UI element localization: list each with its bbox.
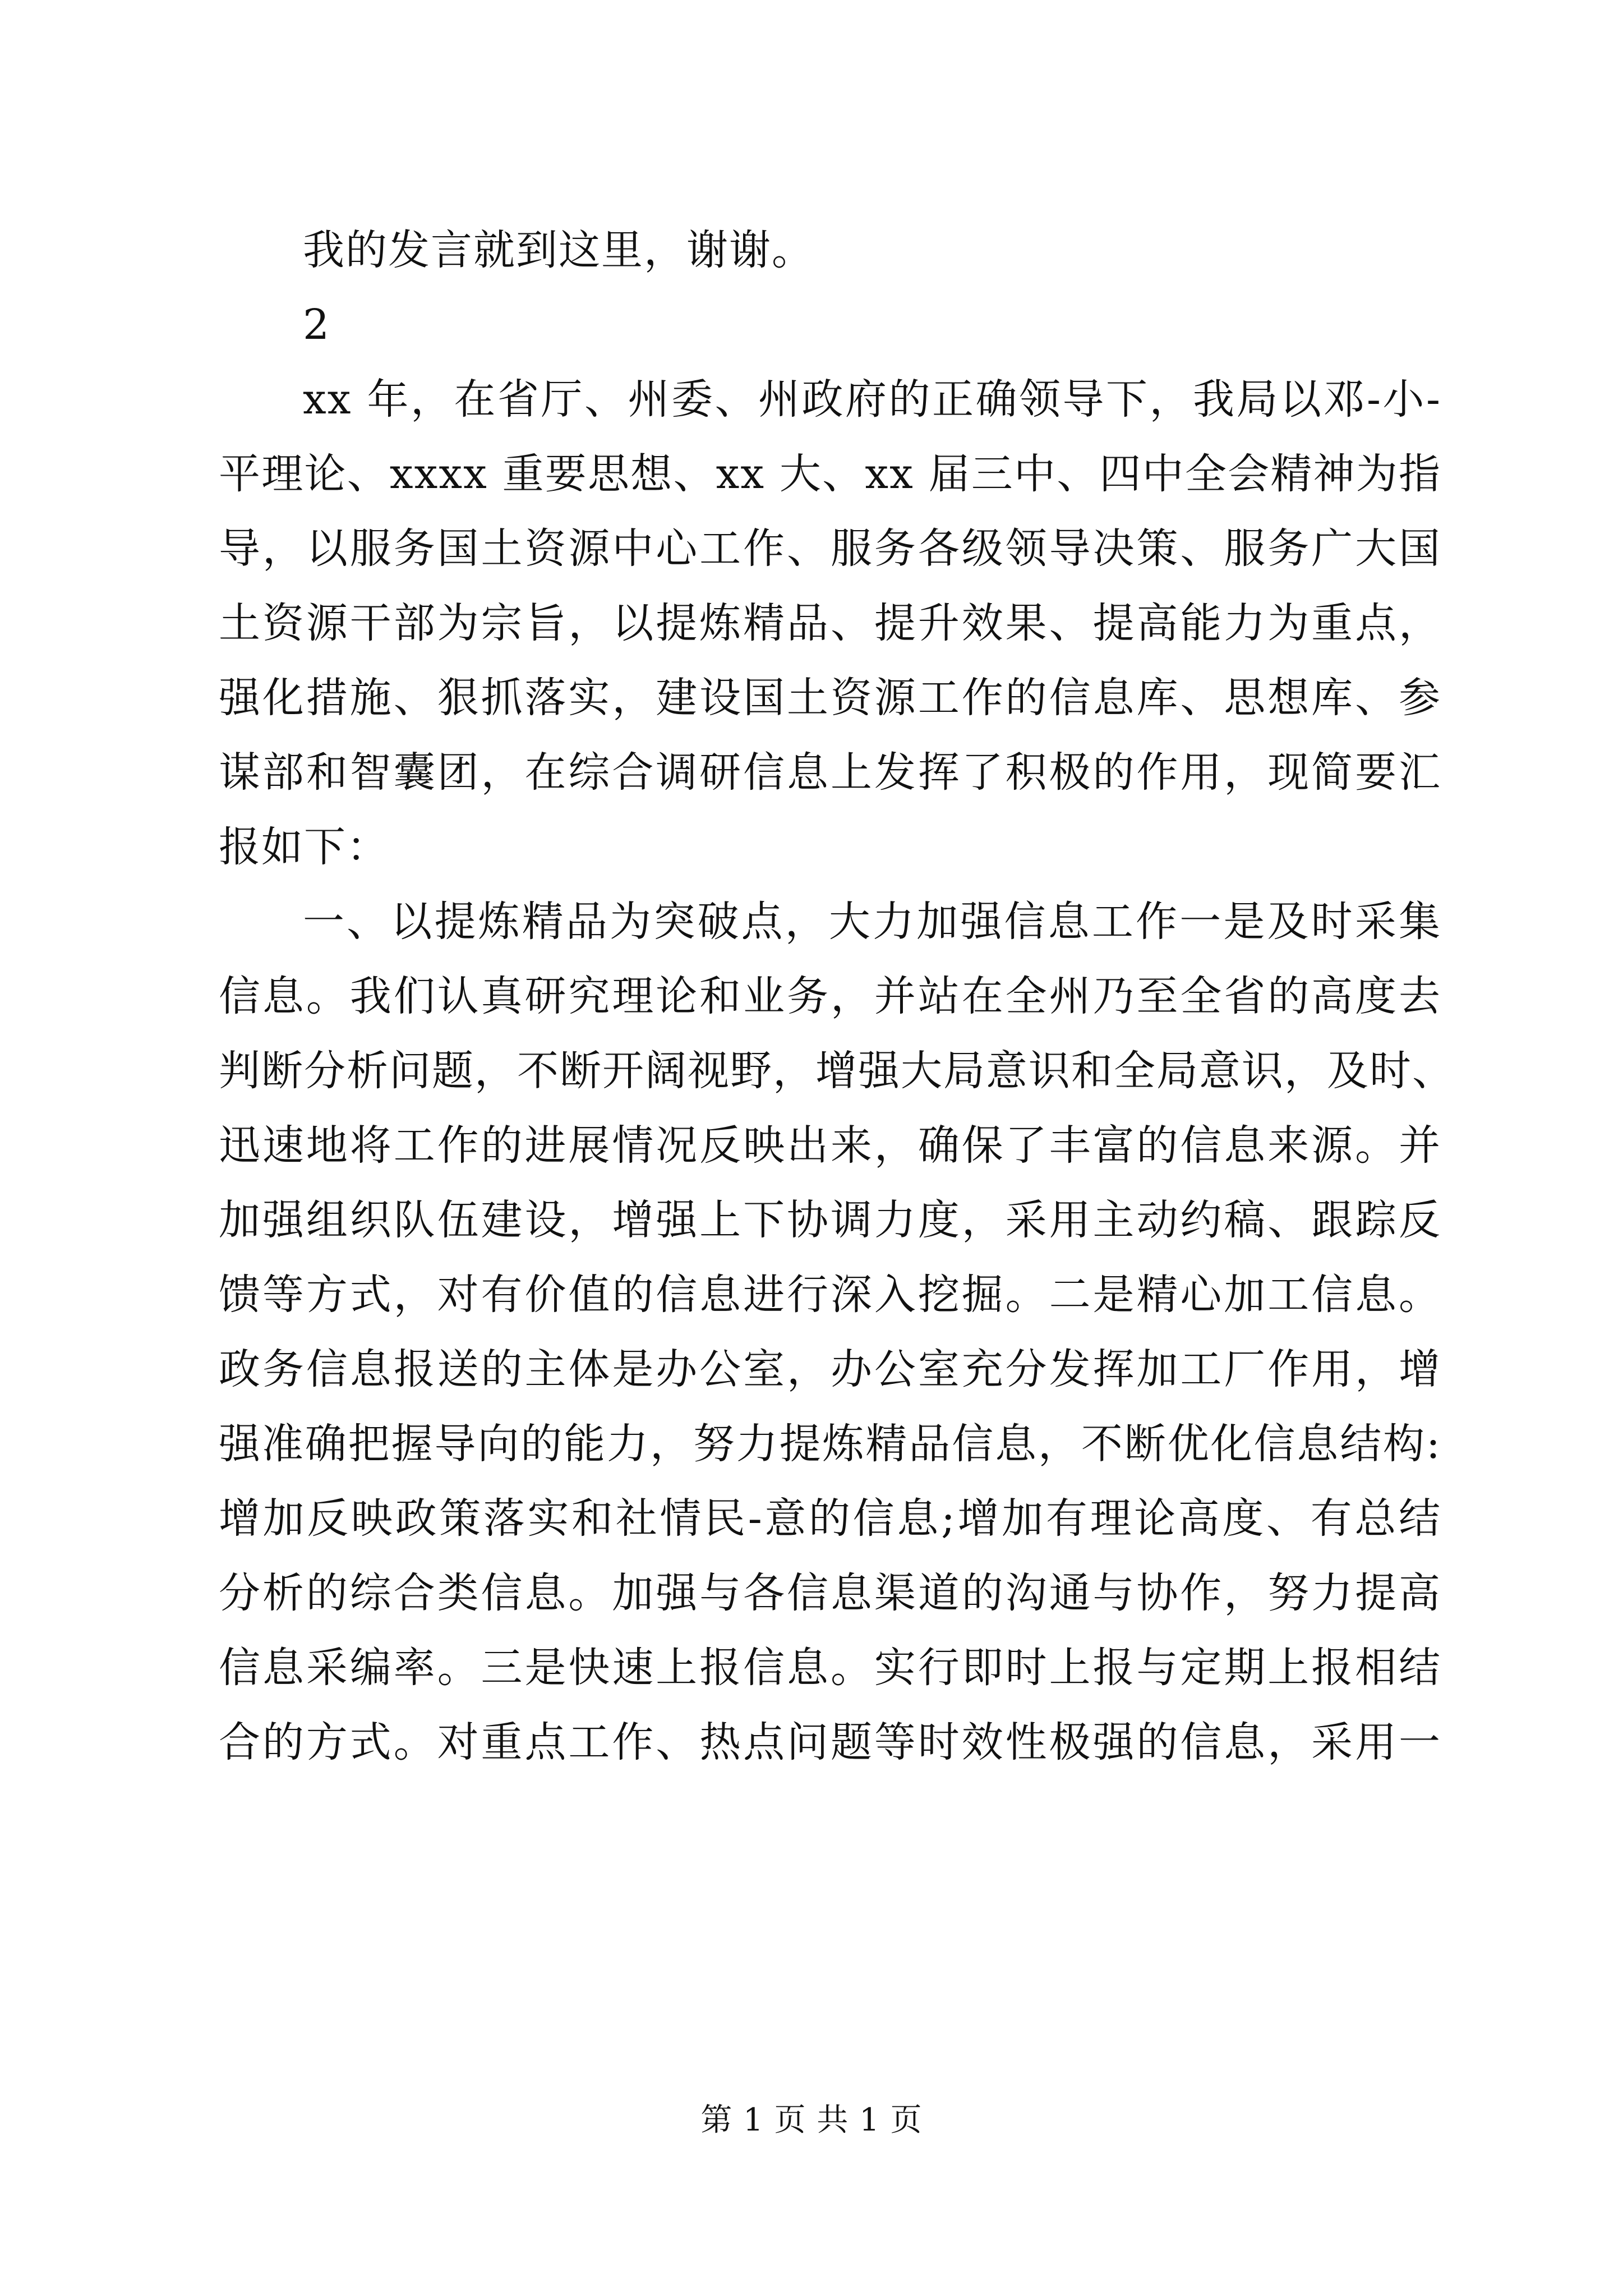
document-body [219,213,1455,1780]
text-line: 土资源干部为宗旨，以提炼精品、提升效果、提高能力为重点， [219,599,1441,647]
text-line: 增加反映政策落实和社情民-意的信息;增加有理论高度、有总结 [219,1494,1441,1543]
text-line: 信息。我们认真研究理论和业务，并站在全州乃至全省的高度去 [219,972,1441,1020]
page-footer: 第 1 页 共 1 页 [700,2102,923,2138]
text-line: 强准确把握导向的能力，努力提炼精品信息，不断优化信息结构: [219,1420,1441,1468]
closing-line: 我的发言就到这里，谢谢。 [303,226,814,274]
text-line: 判断分析问题，不断开阔视野，增强大局意识和全局意识，及时、 [219,1047,1455,1095]
text-line: 政务信息报送的主体是办公室，办公室充分发挥加工厂作用，增 [219,1345,1441,1393]
text-line: 馈等方式，对有价值的信息进行深入挖掘。二是精心加工信息。 [219,1271,1441,1319]
text-line: xx 年，在省厅、州委、州政府的正确领导下，我局以邓-小- [303,375,1441,424]
text-line: 强化措施、狠抓落实，建设国土资源工作的信息库、思想库、参 [219,674,1441,722]
text-line: 分析的综合类信息。加强与各信息渠道的沟通与协作，努力提高 [219,1569,1441,1617]
text-line: 合的方式。对重点工作、热点问题等时效性极强的信息，采用一 [219,1718,1441,1766]
text-line: 谋部和智囊团，在综合调研信息上发挥了积极的作用，现简要汇 [219,748,1441,797]
text-line: 导，以服务国土资源中心工作、服务各级领导决策、服务广大国 [219,524,1441,573]
text-line: 信息采编率。三是快速上报信息。实行即时上报与定期上报相结 [219,1644,1441,1692]
text-line: 加强组织队伍建设，增强上下协调力度，采用主动约稿、跟踪反 [219,1196,1441,1244]
text-line: 迅速地将工作的进展情况反映出来，确保了丰富的信息来源。并 [219,1121,1441,1170]
text-line: 报如下： [219,823,389,871]
text-line: 平理论、xxxx 重要思想、xx 大、xx 届三中、四中全会精神为指 [219,450,1441,498]
text-line: 一、以提炼精品为突破点，大力加强信息工作一是及时采集 [303,898,1441,946]
section-number: 2 [303,301,331,349]
